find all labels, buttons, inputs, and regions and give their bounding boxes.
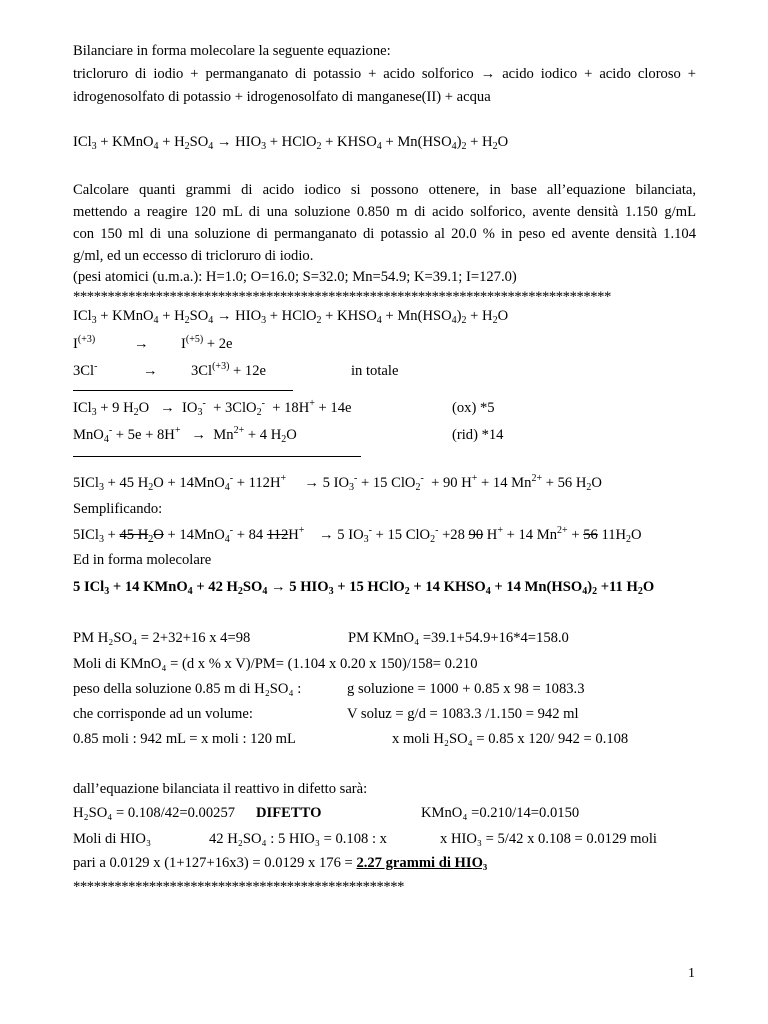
separator-bottom: ************************************************ [73, 879, 405, 895]
oxidation-half-reaction: ICl$_3$ + 9 $H_2O \to IO_3^- + 3ClO_2^- + 18H^+ + 14e$ [73, 398, 352, 418]
kmno4-ratio: KMnO₄ =0.210/14=0.0150 [421, 805, 580, 821]
in-totale-label: in totale [351, 363, 399, 379]
corrisponde: che corrisponde ad un volume: [73, 706, 253, 722]
forma-molecolare-label: Ed in forma molecolare [73, 552, 212, 568]
problem-line-2: mettendo a reagire 120 mL di una soluzione 0.850 m di acido solforico, avente densità 1.150 g/mL [73, 204, 696, 220]
final-result: 2.27 grammi di HIO₃ [356, 855, 488, 871]
h2so4-ratio: H₂SO₄ = 0.108/42=0.00257 [73, 805, 236, 821]
ox-label: (ox) *5 [452, 400, 495, 416]
page-number: 1 [688, 966, 695, 981]
difetto-intro: dall’equazione bilanciata il reattivo in difetto sarà: [73, 781, 368, 797]
problem-line-4: g/ml, ed un eccesso di tricloruro di iodio. [73, 248, 314, 264]
intro-line-1: Bilanciare in forma molecolare la seguente equazione: [73, 43, 391, 59]
pm-h2so4: PM H₂SO₄ = 2+32+16 x 4=98 [73, 630, 251, 646]
reduction-half-reaction: $MnO_4^- + 5e + 8H^+ \to Mn^{2+} + 4$ $H_2O$ [73, 425, 297, 445]
intro-line-3: idrogenosolfato di potassio + idrogenosolfato di manganese(II) + acqua [73, 89, 491, 105]
problem-line-1: Calcolare quanti grammi di acido iodico si possono ottenere, in base all’equazione bilanciata, [73, 182, 696, 198]
problem-line-3: con 150 ml di una soluzione di permanganato di potassio al 20.0 % in peso ed avente densità 1.104 [73, 226, 696, 242]
divider [73, 456, 361, 457]
unbalanced-equation-repeat: ICl$_3$ + KMnO$_4$ + $H_2SO_4 \to HIO_3$ + HClO$_2$ + $KHSO_4 + Mn(HSO_4)_2 + H_2O$ [73, 308, 509, 326]
moli-hio3: Moli di HIO₃ [73, 831, 152, 847]
g-soluzione: g soluzione = 1000 + 0.85 x 98 = 1083.3 [347, 681, 585, 697]
x-moli: x moli H₂SO₄ = 0.85 x 120/ 942 = 0.108 [392, 731, 629, 747]
rapporto: 42 H₂SO₄ : 5 HIO₃ = 0.108 : x [209, 831, 387, 847]
arrow: → [134, 336, 149, 352]
chlorine-half: 3Cl- [73, 361, 98, 379]
peso-soluzione: peso della soluzione 0.85 m di H₂SO₄ : [73, 681, 302, 697]
moli-kmno4: Moli di KMnO₄ = (d x % x V)/PM= (1.104 x 0.20 x 150)/158= 0.210 [73, 656, 478, 672]
pm-kmno4: PM KMnO₄ =39.1+54.9+16*4=158.0 [348, 630, 569, 646]
intro-line-2: tricloruro di iodio + permanganato di potassio + acido solforico → acido iodico + acido cloroso + [73, 66, 696, 82]
semplificando-label: Semplificando: [73, 501, 163, 517]
x-hio3: x HIO₃ = 5/42 x 0.108 = 0.0129 moli [440, 831, 657, 847]
iodine-half-product: $I^{(+5)} + 2e$ [181, 334, 233, 352]
proporzione: 0.85 moli : 942 mL = x moli : 120 mL [73, 731, 296, 747]
separator-top: ****************************************************************************** [73, 289, 611, 305]
final-calc [73, 855, 487, 872]
rid-label: (rid) *14 [452, 427, 504, 443]
simplified-equation: 5ICl$_3$ + 45 $H_2O + 14MnO_4^- + 84$ 112H+ → 5 $IO_3^- + 15$ ClO$_2$- +28 90 H+ + 14 $Mn^{2+} + 56$ $11H_2O$ [73, 525, 642, 545]
pari-a: pari a 0.0129 x (1+127+16x3) = 0.0129 x 176 = [73, 855, 353, 871]
iodine-half: $I^{(+3)}$ [73, 334, 96, 352]
v-soluz: V soluz = g/d = 1083.3 /1.150 = 942 ml [347, 706, 579, 722]
ionic-sum: 5ICl$_3$ + 45 $H_2O + 14MnO_4^- + 112H^+$ → 5 $IO_3^- + 15$ ClO$_2$- + 90 H+ + 14 $Mn^{2+} + 56$ $H_2O$ [73, 473, 602, 493]
divider [73, 390, 293, 391]
balanced-equation: 5 ICl$_3$ + 14 KMnO$_4$ + 42 $H_2SO_4 \to 5$ $HIO_3 + 15$ HClO$_2$ + 14 $KHSO_4 + 14$ $Mn(HSO_4)_2 +11$ $H_2O$ [73, 579, 655, 597]
difetto-label: DIFETTO [256, 805, 322, 821]
atomic-weights: (pesi atomici (u.m.a.): H=1.0; O=16.0; S=32.0; Mn=54.9; K=39.1; I=127.0) [73, 269, 517, 285]
unbalanced-equation: ICl$_3$ + KMnO$_4$ + $H_2SO_4 \to HIO_3$ + HClO$_2$ + $KHSO_4 + Mn(HSO_4)_2 + H_2O$ [73, 134, 509, 152]
chlorine-half-product: $3Cl^{(+3)} + 12e$ [191, 361, 267, 379]
arrow: → [143, 363, 158, 379]
